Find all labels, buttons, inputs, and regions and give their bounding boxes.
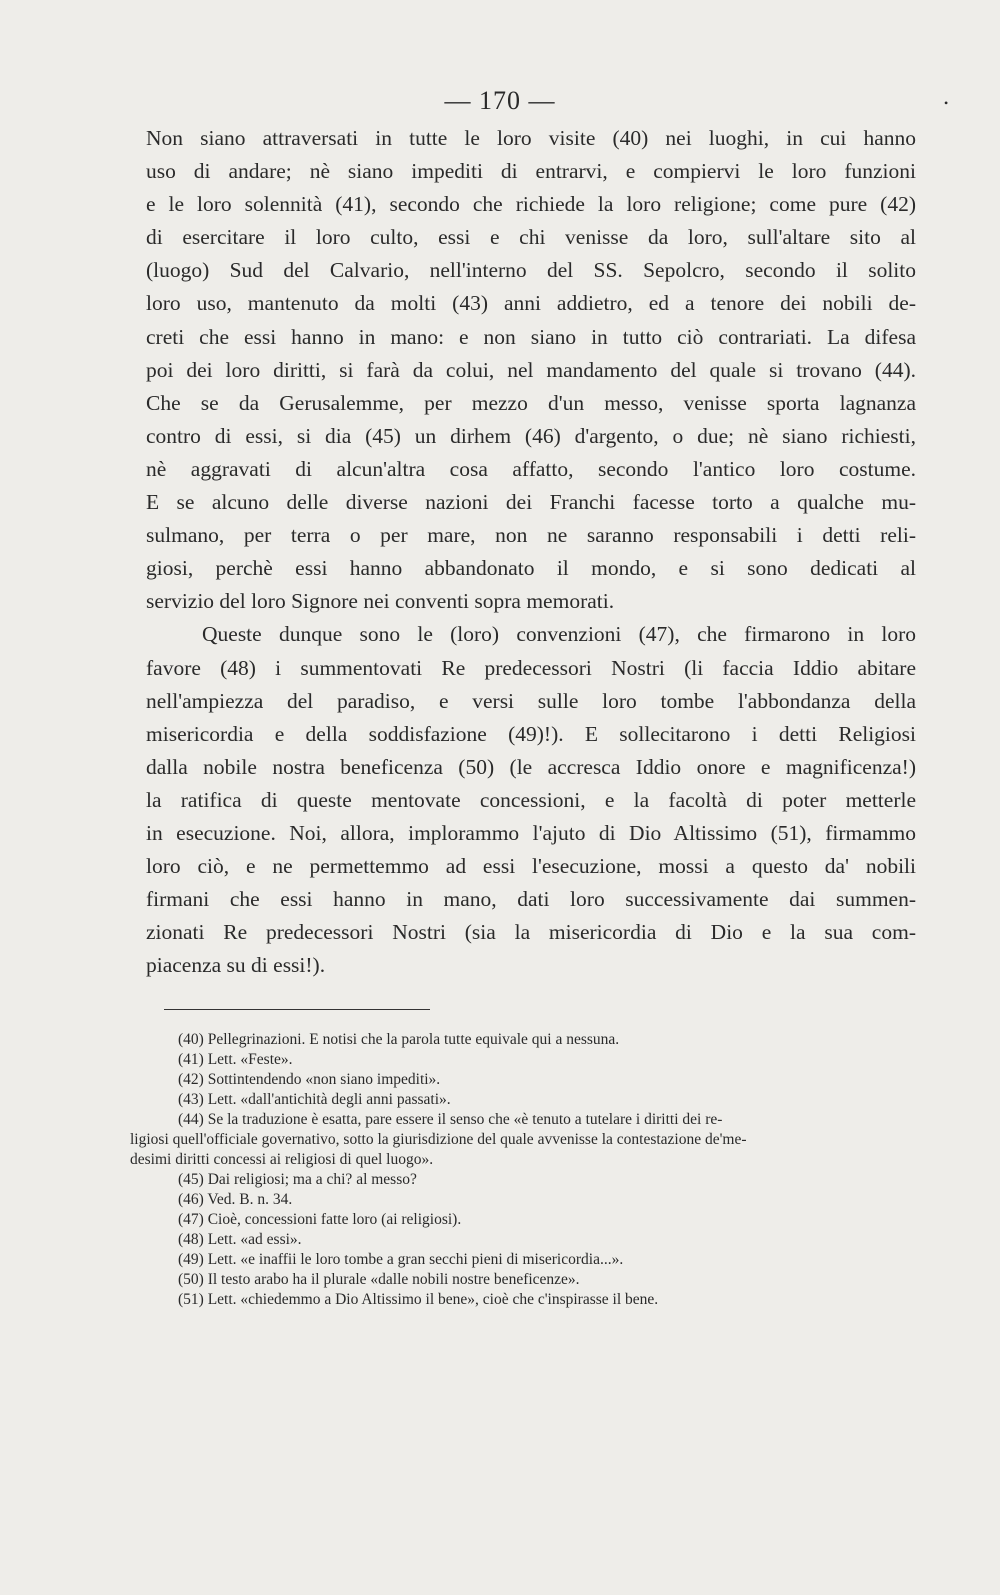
footnote-line: (40) Pellegrinazioni. E notisi che la parola tutte equivale qui a nessuna. <box>178 1031 620 1048</box>
text-line: loro ciò, e ne permettemmo ad essi l'esecuzione, mossi a questo da' nobili <box>146 854 916 879</box>
text-line: servizio del loro Signore nei conventi sopra memorati. <box>146 589 615 614</box>
text-line: la ratifica di queste mentovate concessioni, e la facoltà di poter metterle <box>146 787 916 812</box>
text-line: loro uso, mantenuto da molti (43) anni addietro, ed a tenore dei nobili de- <box>146 291 916 316</box>
footnote-line: (41) Lett. «Feste». <box>178 1051 293 1068</box>
text-line: uso di andare; nè siano impediti di entrarvi, e compiervi le loro funzioni <box>146 159 916 184</box>
text-line: poi dei loro diritti, si farà da colui, nel mandamento del quale si trovano (44). <box>146 357 916 382</box>
text-line: Che se da Gerusalemme, per mezzo d'un messo, venisse sporta lagnanza <box>146 390 916 415</box>
corner-mark: • <box>944 96 949 110</box>
text-line: zionati Re predecessori Nostri (sia la misericordia di Dio e la sua com- <box>146 920 916 945</box>
footnote-line: (51) Lett. «chiedemmo a Dio Altissimo il bene», cioè che c'inspirasse il bene. <box>178 1291 659 1308</box>
text-line: (luogo) Sud del Calvario, nell'interno del SS. Sepolcro, secondo il solito <box>146 258 916 283</box>
text-line: e le loro solennità (41), secondo che richiede la loro religione; come pure (42) <box>146 192 916 217</box>
footnote-line: (43) Lett. «dall'antichità degli anni passati». <box>178 1091 451 1108</box>
text-line: giosi, perchè essi hanno abbandonato il mondo, e si sono dedicati al <box>146 556 916 581</box>
text-line: nè aggravati di alcun'altra cosa affatto, secondo l'antico loro costume. <box>146 456 916 481</box>
text-line: favore (48) i summentovati Re predecessori Nostri (li faccia Iddio abitare <box>146 655 916 680</box>
text-line: piacenza su di essi!). <box>146 953 326 978</box>
footnote-line: (47) Cioè, concessioni fatte loro (ai religiosi). <box>178 1211 462 1228</box>
footnotes <box>130 1030 930 1310</box>
footnote-separator <box>164 1009 430 1010</box>
footnote-line: (44) Se la traduzione è esatta, pare essere il senso che «è tenuto a tutelare i diritti dei re- <box>178 1111 723 1128</box>
page-number: — 170 — <box>444 86 556 115</box>
text-line: in esecuzione. Noi, allora, implorammo l'ajuto di Dio Altissimo (51), firmammo <box>146 820 916 845</box>
footnote-line: (48) Lett. «ad essi». <box>178 1231 302 1248</box>
footnote-line: (50) Il testo arabo ha il plurale «dalle nobili nostre beneficenze». <box>178 1271 580 1288</box>
main-text <box>146 122 916 982</box>
footnote-line: (46) Ved. B. n. 34. <box>178 1191 293 1208</box>
text-line: dalla nobile nostra beneficenza (50) (le accresca Iddio onore e magnificenza!) <box>146 754 916 779</box>
text-line: misericordia e della soddisfazione (49)!). E sollecitarono i detti Religiosi <box>146 721 916 746</box>
text-line: nell'ampiezza del paradiso, e versi sulle loro tombe l'abbondanza della <box>146 688 916 713</box>
text-line: di esercitare il loro culto, essi e chi venisse da loro, sull'altare sito al <box>146 225 916 250</box>
text-line: sulmano, per terra o per mare, non ne saranno responsabili i detti reli- <box>146 523 916 548</box>
footnote-line: desimi diritti concessi ai religiosi di quel luogo». <box>130 1151 434 1168</box>
text-line: Queste dunque sono le (loro) convenzioni (47), che firmarono in loro <box>202 622 916 647</box>
text-line: Non siano attraversati in tutte le loro visite (40) nei luoghi, in cui hanno <box>146 126 916 150</box>
text-line: creti che essi hanno in mano: e non siano in tutto ciò contrariati. La difesa <box>146 324 916 349</box>
footnote-line: (45) Dai religiosi; ma a chi? al messo? <box>178 1171 417 1188</box>
text-line: contro di essi, si dia (45) un dirhem (46) d'argento, o due; nè siano richiesti, <box>146 423 916 448</box>
footnote-line: (49) Lett. «e inaffii le loro tombe a gran secchi pieni di misericordia...». <box>178 1251 624 1268</box>
text-line: E se alcuno delle diverse nazioni dei Franchi facesse torto a qualche mu- <box>146 490 916 515</box>
footnote-line: (42) Sottintendendo «non siano impediti». <box>178 1071 441 1088</box>
text-line: firmani che essi hanno in mano, dati loro successivamente dai summen- <box>146 887 916 912</box>
footnote-line: ligiosi quell'officiale governativo, sotto la giurisdizione del quale avvenisse la contestazione de'me- <box>130 1131 747 1148</box>
